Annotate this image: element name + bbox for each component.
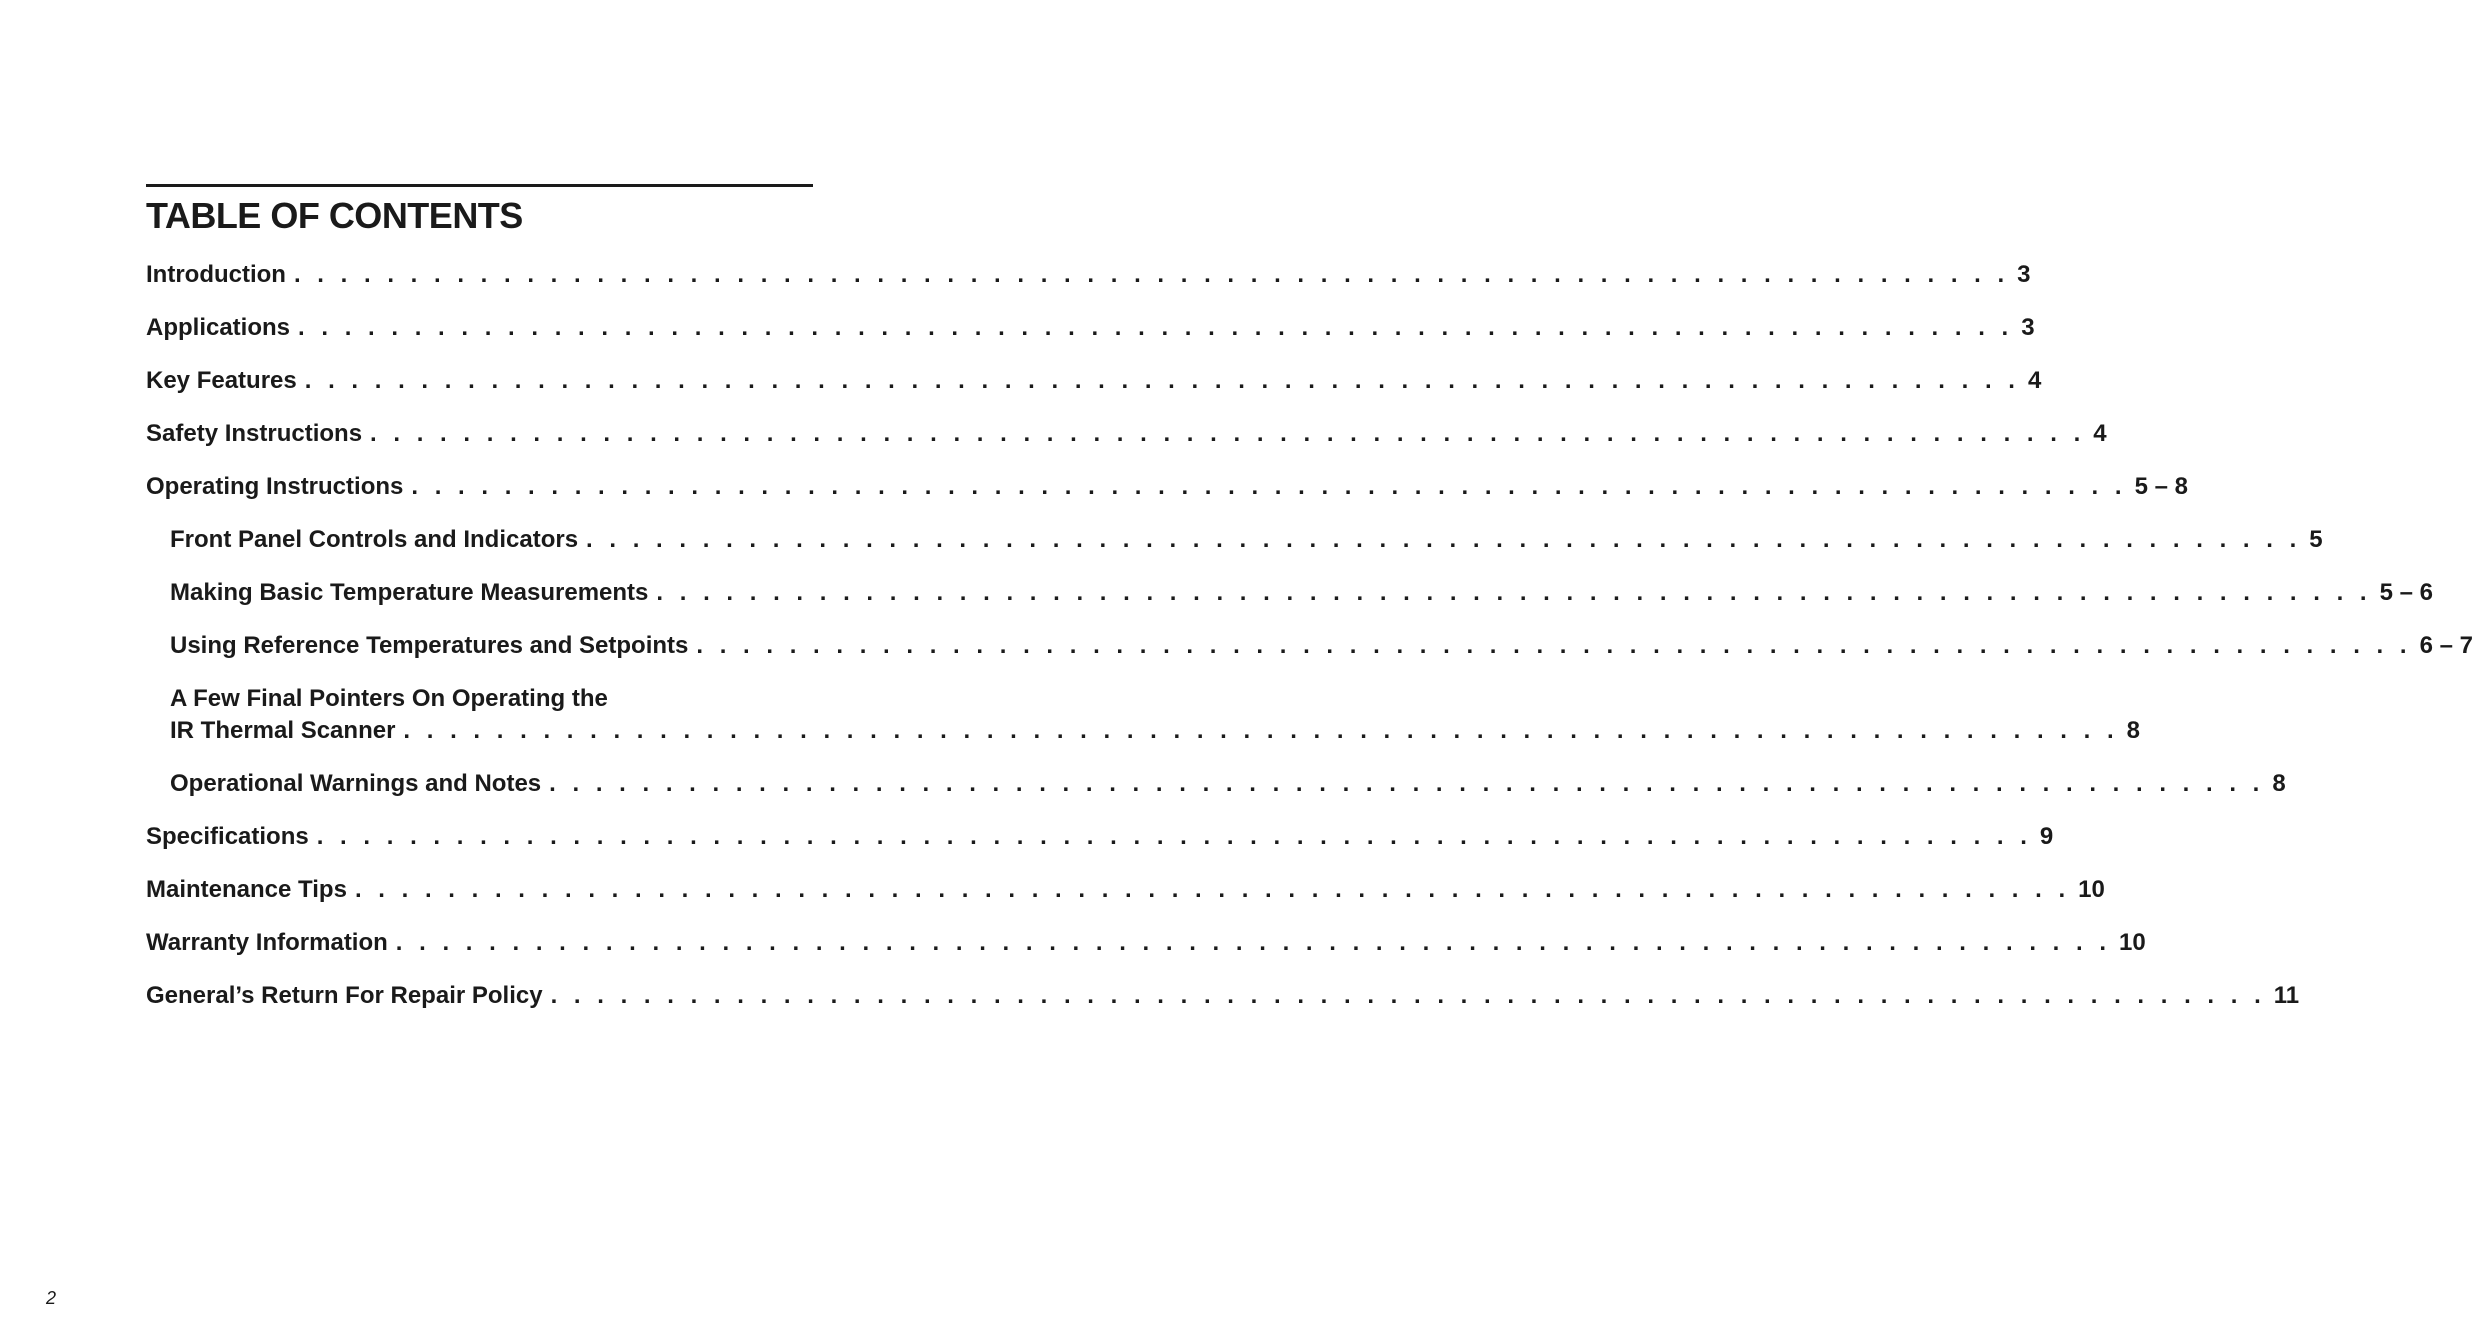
toc-entry-maintenance-tips[interactable]: [146, 874, 2105, 906]
toc-entry-label-line1: A Few Final Pointers On Operating the: [170, 685, 608, 712]
toc-entry-label: Making Basic Temperature Measurements: [170, 579, 649, 606]
toc-entry-return-for-repair-policy[interactable]: [146, 980, 2300, 1012]
dot-leader: . . . . . . . . . . . . . . . . . . . . . . . . . . . . . . . . . . . . . . . . . . . . . . . . . . . . . . . . . . . . . . . . . . . . . . . . . .: [549, 770, 2265, 797]
toc-entry-page: 3: [2017, 261, 2031, 288]
toc-entry-label: Operating Instructions: [146, 473, 404, 500]
toc-entry-page: 10: [2078, 876, 2105, 903]
toc-entry-page: 6 – 7: [2419, 632, 2473, 659]
dot-leader: . . . . . . . . . . . . . . . . . . . . . . . . . . . . . . . . . . . . . . . . . . . . . . . . . . . . . . . . . . . . . . . . . . . . . . . . . .: [293, 261, 2010, 288]
toc-entry-page: 3: [2021, 314, 2035, 341]
toc-entry-introduction[interactable]: [146, 259, 2031, 291]
toc-entry-operational-warnings[interactable]: [146, 768, 2286, 800]
toc-entry-label: Key Features: [146, 367, 297, 394]
toc-entry-page: 9: [2039, 823, 2054, 850]
top-rule: [146, 184, 813, 187]
toc-entry-page: 4: [2027, 367, 2042, 394]
toc-entry-final-pointers[interactable]: [146, 683, 2140, 747]
dot-leader: . . . . . . . . . . . . . . . . . . . . . . . . . . . . . . . . . . . . . . . . . . . . . . . . . . . . . . . . . . . . . . . . . . . . . . . . . .: [586, 526, 2302, 553]
toc-entry-applications[interactable]: [146, 312, 2035, 344]
toc-entry-basic-temperature-measurements[interactable]: [146, 577, 2433, 609]
toc-entry-label: Maintenance Tips: [146, 876, 347, 903]
dot-leader: . . . . . . . . . . . . . . . . . . . . . . . . . . . . . . . . . . . . . . . . . . . . . . . . . . . . . . . . . . . . . . . . . . . . . . . . . .: [304, 367, 2020, 394]
toc-entry-label: Warranty Information: [146, 929, 388, 956]
toc-entry-front-panel-controls[interactable]: [146, 524, 2323, 556]
toc-entry-page: 11: [2273, 982, 2300, 1009]
toc-entry-label: Specifications: [146, 823, 309, 850]
toc-entry-specifications[interactable]: [146, 821, 2054, 853]
toc-entry-label: Safety Instructions: [146, 420, 363, 447]
toc-entry-warranty-information[interactable]: [146, 927, 2146, 959]
dot-leader: . . . . . . . . . . . . . . . . . . . . . . . . . . . . . . . . . . . . . . . . . . . . . . . . . . . . . . . . . . . . . . . . . . . . . . . . . .: [370, 420, 2086, 447]
toc-entries: [146, 259, 2473, 1012]
page-title: TABLE OF CONTENTS: [146, 195, 523, 236]
table-of-contents: [146, 184, 2473, 1033]
toc-entry-operating-instructions[interactable]: [146, 471, 2188, 503]
dot-leader: . . . . . . . . . . . . . . . . . . . . . . . . . . . . . . . . . . . . . . . . . . . . . . . . . . . . . . . . . . . . . . . . . . . . . . . . . .: [656, 579, 2372, 606]
toc-entry-label: Introduction: [146, 261, 286, 288]
toc-entry-safety-instructions[interactable]: [146, 418, 2107, 450]
toc-entry-key-features[interactable]: [146, 365, 2042, 397]
toc-entry-page: 8: [2272, 770, 2286, 797]
toc-entry-label: Operational Warnings and Notes: [170, 770, 542, 797]
toc-entry-page: 10: [2119, 929, 2146, 956]
dot-leader: . . . . . . . . . . . . . . . . . . . . . . . . . . . . . . . . . . . . . . . . . . . . . . . . . . . . . . . . . . . . . . . . . . . . . . . . . .: [354, 876, 2071, 903]
dot-leader: . . . . . . . . . . . . . . . . . . . . . . . . . . . . . . . . . . . . . . . . . . . . . . . . . . . . . . . . . . . . . . . . . . . . . . . . . .: [395, 929, 2111, 956]
toc-entry-label: Applications: [146, 314, 291, 341]
toc-entry-page: 5 – 6: [2379, 579, 2433, 606]
toc-entry-page: 4: [2093, 420, 2107, 447]
dot-leader: . . . . . . . . . . . . . . . . . . . . . . . . . . . . . . . . . . . . . . . . . . . . . . . . . . . . . . . . . . . . . . . . . . . . . . . . . .: [696, 632, 2412, 659]
toc-entry-label: General’s Return For Repair Policy: [146, 982, 543, 1009]
dot-leader: . . . . . . . . . . . . . . . . . . . . . . . . . . . . . . . . . . . . . . . . . . . . . . . . . . . . . . . . . . . . . . . . . . . . . . . . . .: [411, 473, 2127, 500]
page-number: 2: [46, 1288, 57, 1308]
toc-entry-reference-temperatures[interactable]: [146, 630, 2473, 662]
dot-leader: . . . . . . . . . . . . . . . . . . . . . . . . . . . . . . . . . . . . . . . . . . . . . . . . . . . . . . . . . . . . . . . . . . . . . . . . . .: [316, 823, 2032, 850]
dot-leader: . . . . . . . . . . . . . . . . . . . . . . . . . . . . . . . . . . . . . . . . . . . . . . . . . . . . . . . . . . . . . . . . . . . . . . . . . .: [403, 717, 2119, 744]
toc-entry-page: 8: [2126, 717, 2140, 744]
toc-entry-label: Front Panel Controls and Indicators: [170, 526, 579, 553]
dot-leader: . . . . . . . . . . . . . . . . . . . . . . . . . . . . . . . . . . . . . . . . . . . . . . . . . . . . . . . . . . . . . . . . . . . . . . . . . .: [550, 982, 2266, 1009]
toc-entry-label: IR Thermal Scanner: [170, 717, 396, 744]
dot-leader: . . . . . . . . . . . . . . . . . . . . . . . . . . . . . . . . . . . . . . . . . . . . . . . . . . . . . . . . . . . . . . . . . . . . . . . . . .: [298, 314, 2014, 341]
toc-entry-label-line2: [170, 715, 2140, 747]
toc-entry-page: 5 – 8: [2134, 473, 2188, 500]
toc-entry-label: Using Reference Temperatures and Setpoints: [170, 632, 689, 659]
toc-entry-page: 5: [2309, 526, 2323, 553]
